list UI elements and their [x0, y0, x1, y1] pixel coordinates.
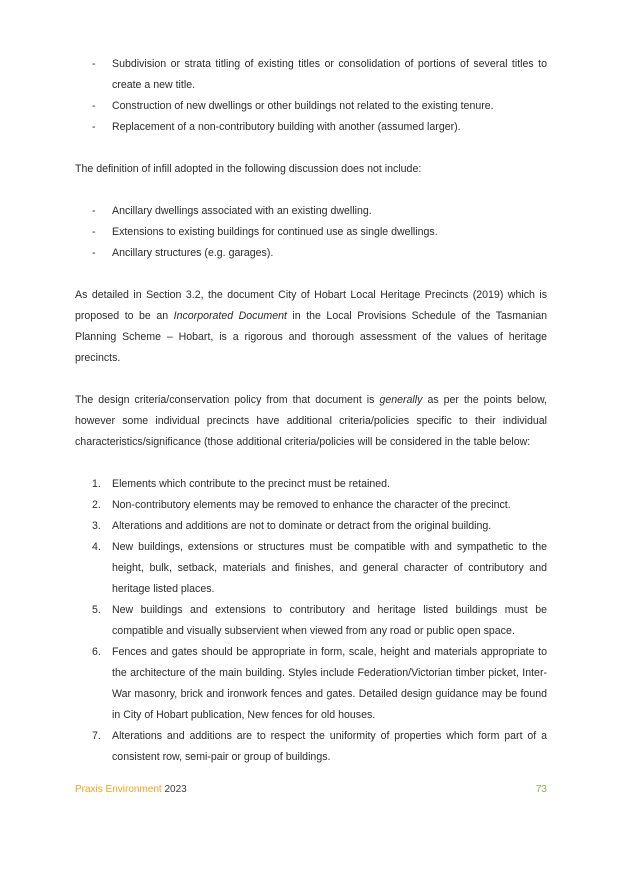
- list-item: [75, 642, 547, 726]
- italic-term: Incorporated Document: [173, 310, 287, 322]
- list-item: [75, 54, 547, 96]
- paragraph-infill-definition: The definition of infill adopted in the following discussion does not include:: [75, 163, 422, 175]
- list-item-text: New buildings and extensions to contributory and heritage listed buildings must be compatible and visually subservient when viewed from any road or public open space.: [112, 604, 547, 637]
- list-number: 2.: [92, 499, 101, 511]
- list-item-text: Fences and gates should be appropriate in form, scale, height and materials appropriate to the architecture of the main building. Styles include Federation/Victorian timber picket, Inter-War masonry, brick and ironwork fences and gates. Detailed design guidance may be found in City of Hobart publication, New fences for old houses.: [112, 646, 547, 721]
- list-item: [75, 495, 547, 516]
- list-item-text: Replacement of a non-contributory building with another (assumed larger).: [112, 121, 461, 133]
- footer-brand-year: [75, 784, 187, 795]
- list-item: [75, 243, 547, 264]
- list-number: 3.: [92, 520, 101, 532]
- bullet-dash: -: [92, 121, 96, 133]
- list-number: 6.: [92, 646, 101, 658]
- list-number: 1.: [92, 478, 101, 490]
- bullet-dash: -: [92, 58, 96, 70]
- bullet-dash: -: [92, 100, 96, 112]
- list-item: [75, 117, 547, 138]
- bullet-list-infill-includes: [75, 54, 547, 138]
- list-item: [75, 516, 547, 537]
- list-number: 4.: [92, 541, 101, 553]
- list-item-text: New buildings, extensions or structures must be compatible with and sympathetic to the height, bulk, setback, materials and finishes, and general character of contributory and heritage listed places.: [112, 541, 547, 595]
- numbered-list-criteria: [75, 474, 547, 768]
- list-item: [75, 726, 547, 768]
- list-item: [75, 600, 547, 642]
- page-content: [75, 54, 547, 768]
- list-item-text: Subdivision or strata titling of existing titles or consolidation of portions of several titles to create a new title.: [112, 58, 547, 91]
- list-item-text: Alterations and additions are to respect the uniformity of properties which form part of a consistent row, semi-pair or group of buildings.: [112, 730, 547, 763]
- page-number: 73: [535, 784, 547, 795]
- footer-year: 2023: [161, 784, 187, 795]
- list-item: [75, 201, 547, 222]
- bullet-dash: -: [92, 205, 96, 217]
- list-item-text: Ancillary dwellings associated with an existing dwelling.: [112, 205, 372, 217]
- bullet-list-infill-excludes: [75, 201, 547, 264]
- list-item: [75, 222, 547, 243]
- list-item: [75, 537, 547, 600]
- list-item: [75, 474, 547, 495]
- bullet-dash: -: [92, 247, 96, 259]
- list-item: [75, 96, 547, 117]
- list-item-text: Elements which contribute to the precinct must be retained.: [112, 478, 390, 490]
- list-item-text: Alterations and additions are not to dominate or detract from the original building.: [112, 520, 492, 532]
- list-number: 5.: [92, 604, 101, 616]
- page-footer: [75, 784, 547, 795]
- list-number: 7.: [92, 730, 101, 742]
- bullet-dash: -: [92, 226, 96, 238]
- brand-name: Praxis Environment: [75, 784, 162, 795]
- list-item-text: Construction of new dwellings or other buildings not related to the existing tenure.: [112, 100, 494, 112]
- list-item-text: Extensions to existing buildings for continued use as single dwellings.: [112, 226, 438, 238]
- list-item-text: Non-contributory elements may be removed to enhance the character of the precinct.: [112, 499, 511, 511]
- italic-term: generally: [379, 394, 423, 406]
- list-item-text: Ancillary structures (e.g. garages).: [112, 247, 274, 259]
- paragraph-design-criteria: The design criteria/conservation policy from that document is generally as per the points below, however some individual precincts have additional criteria/policies specific to their individual characteristics/significance (those additional criteria/policies will be considered in the table below:: [75, 394, 547, 448]
- paragraph-heritage-precincts: As detailed in Section 3.2, the document City of Hobart Local Heritage Precincts (2019) which is proposed to be an Incorporated Document in the Local Provisions Schedule of the Tasmanian Planning Scheme – Hobart, is a rigorous and thorough assessment of the values of heritage precincts.: [75, 289, 547, 364]
